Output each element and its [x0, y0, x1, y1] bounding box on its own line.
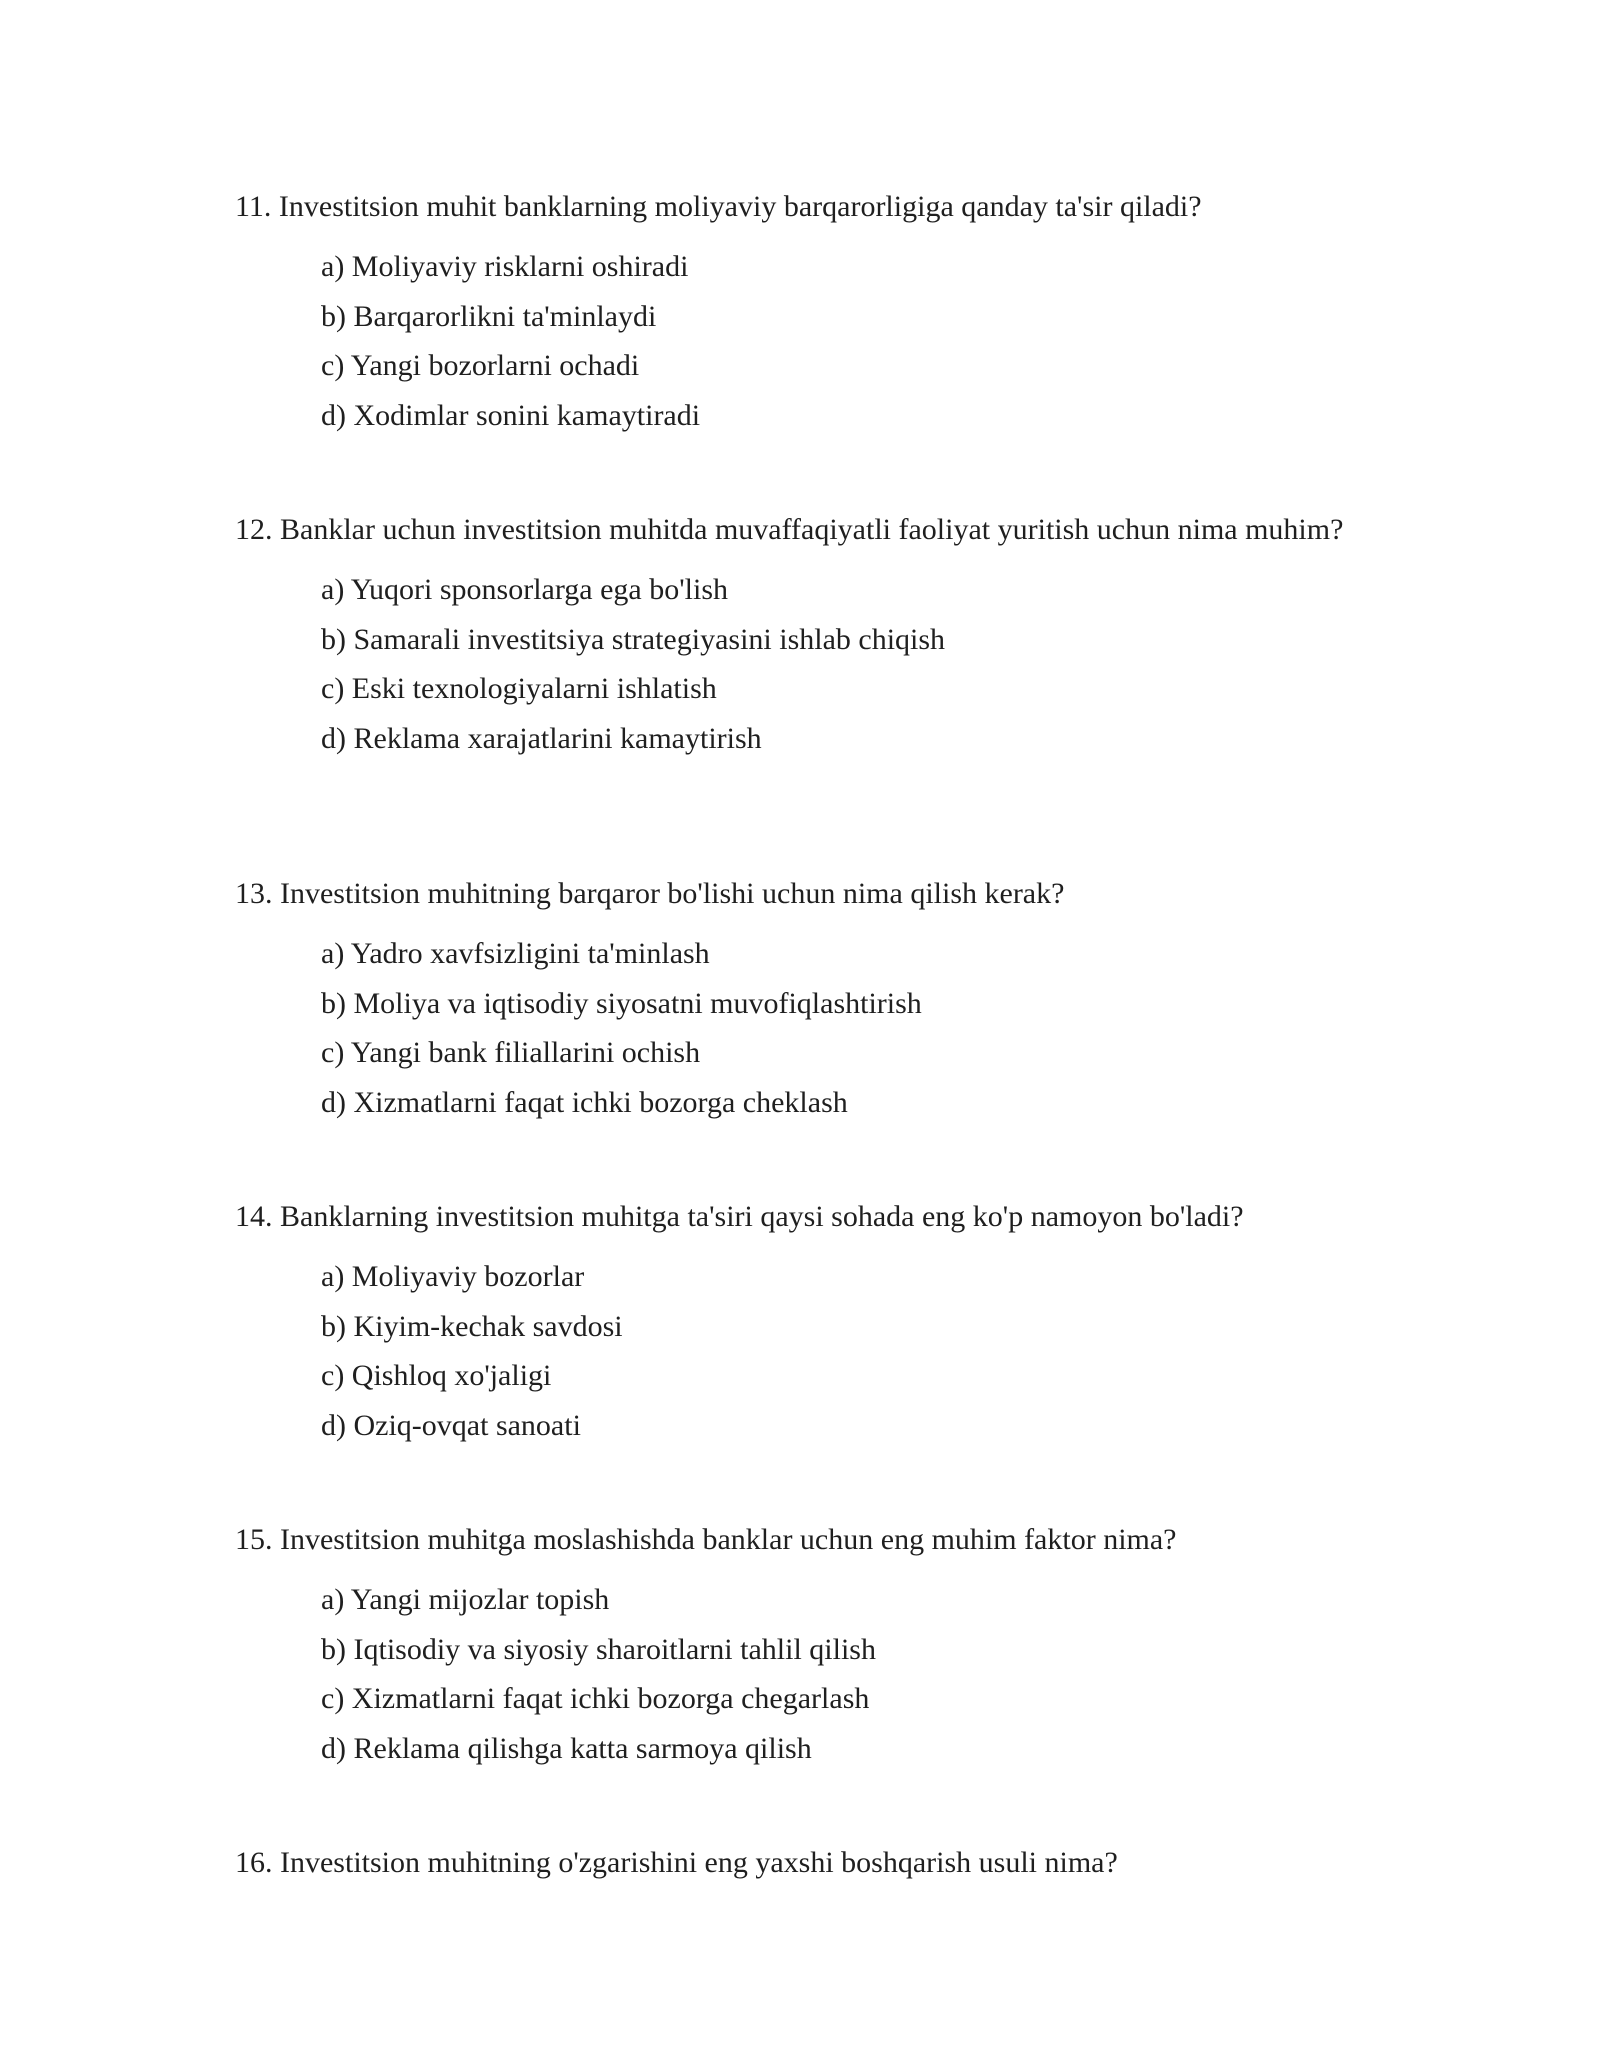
option-d: d) Xodimlar sonini kamaytiradi: [321, 398, 701, 432]
option-b: b) Samarali investitsiya strategiyasini ishlab chiqish: [321, 622, 946, 656]
answer-options: [321, 242, 1355, 440]
question-text: 12. Banklar uchun investitsion muhitda muvaffaqiyatli faoliyat yuritish uchun nima muhim?: [235, 513, 1344, 546]
option-d: d) Reklama xarajatlarini kamaytirish: [321, 721, 762, 755]
question-text: 15. Investitsion muhitga moslashishda banklar uchun eng muhim faktor nima?: [235, 1523, 1177, 1556]
question-13: [235, 873, 1355, 1127]
answer-options: [321, 929, 1355, 1127]
option-d: d) Oziq-ovqat sanoati: [321, 1408, 581, 1442]
option-b: b) Barqarorlikni ta'minlaydi: [321, 299, 657, 333]
option-b: b) Kiyim-kechak savdosi: [321, 1309, 623, 1343]
question-12: [235, 509, 1355, 763]
option-a: a) Moliyaviy bozorlar: [321, 1260, 585, 1293]
option-a: a) Moliyaviy risklarni oshiradi: [321, 250, 689, 283]
option-b: b) Moliya va iqtisodiy siyosatni muvofiqlashtirish: [321, 986, 922, 1020]
answer-options: [321, 1252, 1355, 1450]
question-text: 11. Investitsion muhit banklarning moliyaviy barqarorligiga qanday ta'sir qiladi?: [235, 190, 1202, 223]
answer-options: [321, 1575, 1355, 1773]
question-11: [235, 186, 1355, 440]
question-16: [235, 1842, 1355, 1884]
option-c: c) Yangi bank filiallarini ochish: [321, 1036, 701, 1069]
option-c: c) Xizmatlarni faqat ichki bozorga chegarlash: [321, 1682, 870, 1715]
option-a: a) Yuqori sponsorlarga ega bo'lish: [321, 573, 728, 606]
option-a: a) Yadro xavfsizligini ta'minlash: [321, 937, 710, 970]
option-a: a) Yangi mijozlar topish: [321, 1583, 610, 1616]
option-d: d) Xizmatlarni faqat ichki bozorga cheklash: [321, 1085, 848, 1119]
question-text: 13. Investitsion muhitning barqaror bo'lishi uchun nima qilish kerak?: [235, 877, 1065, 910]
option-c: c) Qishloq xo'jaligi: [321, 1359, 552, 1392]
question-text: 14. Banklarning investitsion muhitga ta'siri qaysi sohada eng ko'p namoyon bo'ladi?: [235, 1200, 1244, 1233]
answer-options: [321, 565, 1355, 763]
option-b: b) Iqtisodiy va siyosiy sharoitlarni tahlil qilish: [321, 1632, 876, 1666]
question-14: [235, 1196, 1355, 1450]
option-c: c) Yangi bozorlarni ochadi: [321, 349, 640, 382]
option-c: c) Eski texnologiyalarni ishlatish: [321, 672, 717, 705]
option-d: d) Reklama qilishga katta sarmoya qilish: [321, 1731, 812, 1765]
question-15: [235, 1519, 1355, 1773]
question-text: 16. Investitsion muhitning o'zgarishini eng yaxshi boshqarish usuli nima?: [235, 1846, 1118, 1879]
